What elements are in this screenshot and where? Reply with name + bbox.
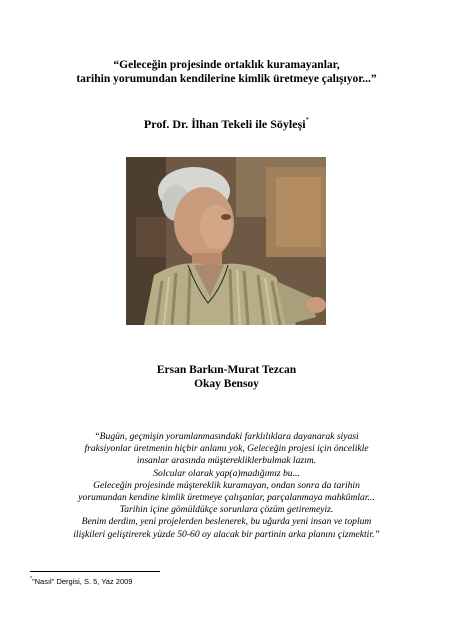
footnote-marker: * [305,116,310,124]
excerpt-line: Benim derdim, yeni projelerden beslenerek, bu uğurda yeni insan ve toplum [81,516,372,528]
portrait-illustration [126,157,326,325]
quote-title-line-1: “Geleceğin projesinde ortaklık kuramayanlar, [113,59,340,71]
interview-title-text: Prof. Dr. İlhan Tekeli ile Söyleşi [143,117,306,131]
interview-title [0,116,453,132]
footnote-marker: * [30,576,32,582]
authors-line-2: Okay Bensoy [194,378,259,390]
excerpt-line: insanlar arasında müşterekliklerbulmak lazım. [136,455,317,467]
portrait-photo [126,157,326,325]
authors-line-1: Ersan Barkın-Murat Tezcan [156,364,297,376]
footnote [30,576,132,586]
excerpt-quote [30,431,423,541]
excerpt-line: Geleceğin projesinde müştereklik kuramayan, ondan sonra da tarihin [93,479,360,491]
excerpt-line: fraksiyonlar üretmenin hiçbir anlamı yok, Geleceğin projesi için öncelikle [84,443,369,455]
excerpt-line: Tarihin içine gömüldükçe sorunlara çözüm getiremeyiz. [119,504,334,516]
footnote-divider [30,571,160,572]
quote-title-line-2: tarihin yorumundan kendilerine kimlik üretmeye çalışıyor...” [76,73,377,85]
authors [0,363,453,391]
excerpt-line: “Bugün, geçmişin yorumlanmasındaki farklılıklara dayanarak siyasi [94,431,359,442]
footnote-text: "Nasıl" Dergisi, S. 5, Yaz 2009 [31,577,133,586]
quote-title [40,58,413,86]
excerpt-line: ilişkileri geliştirerek yüzde 50-60 oy alacak bir partinin arka planını çizmektir.” [73,528,380,540]
excerpt-line: yorumundan kendine kimlik üretmeye çalışanlar, parçalanmaya mahkûmlar... [78,492,375,504]
excerpt-line: Solcular olarak yap(a)madığımız bu... [153,467,300,479]
